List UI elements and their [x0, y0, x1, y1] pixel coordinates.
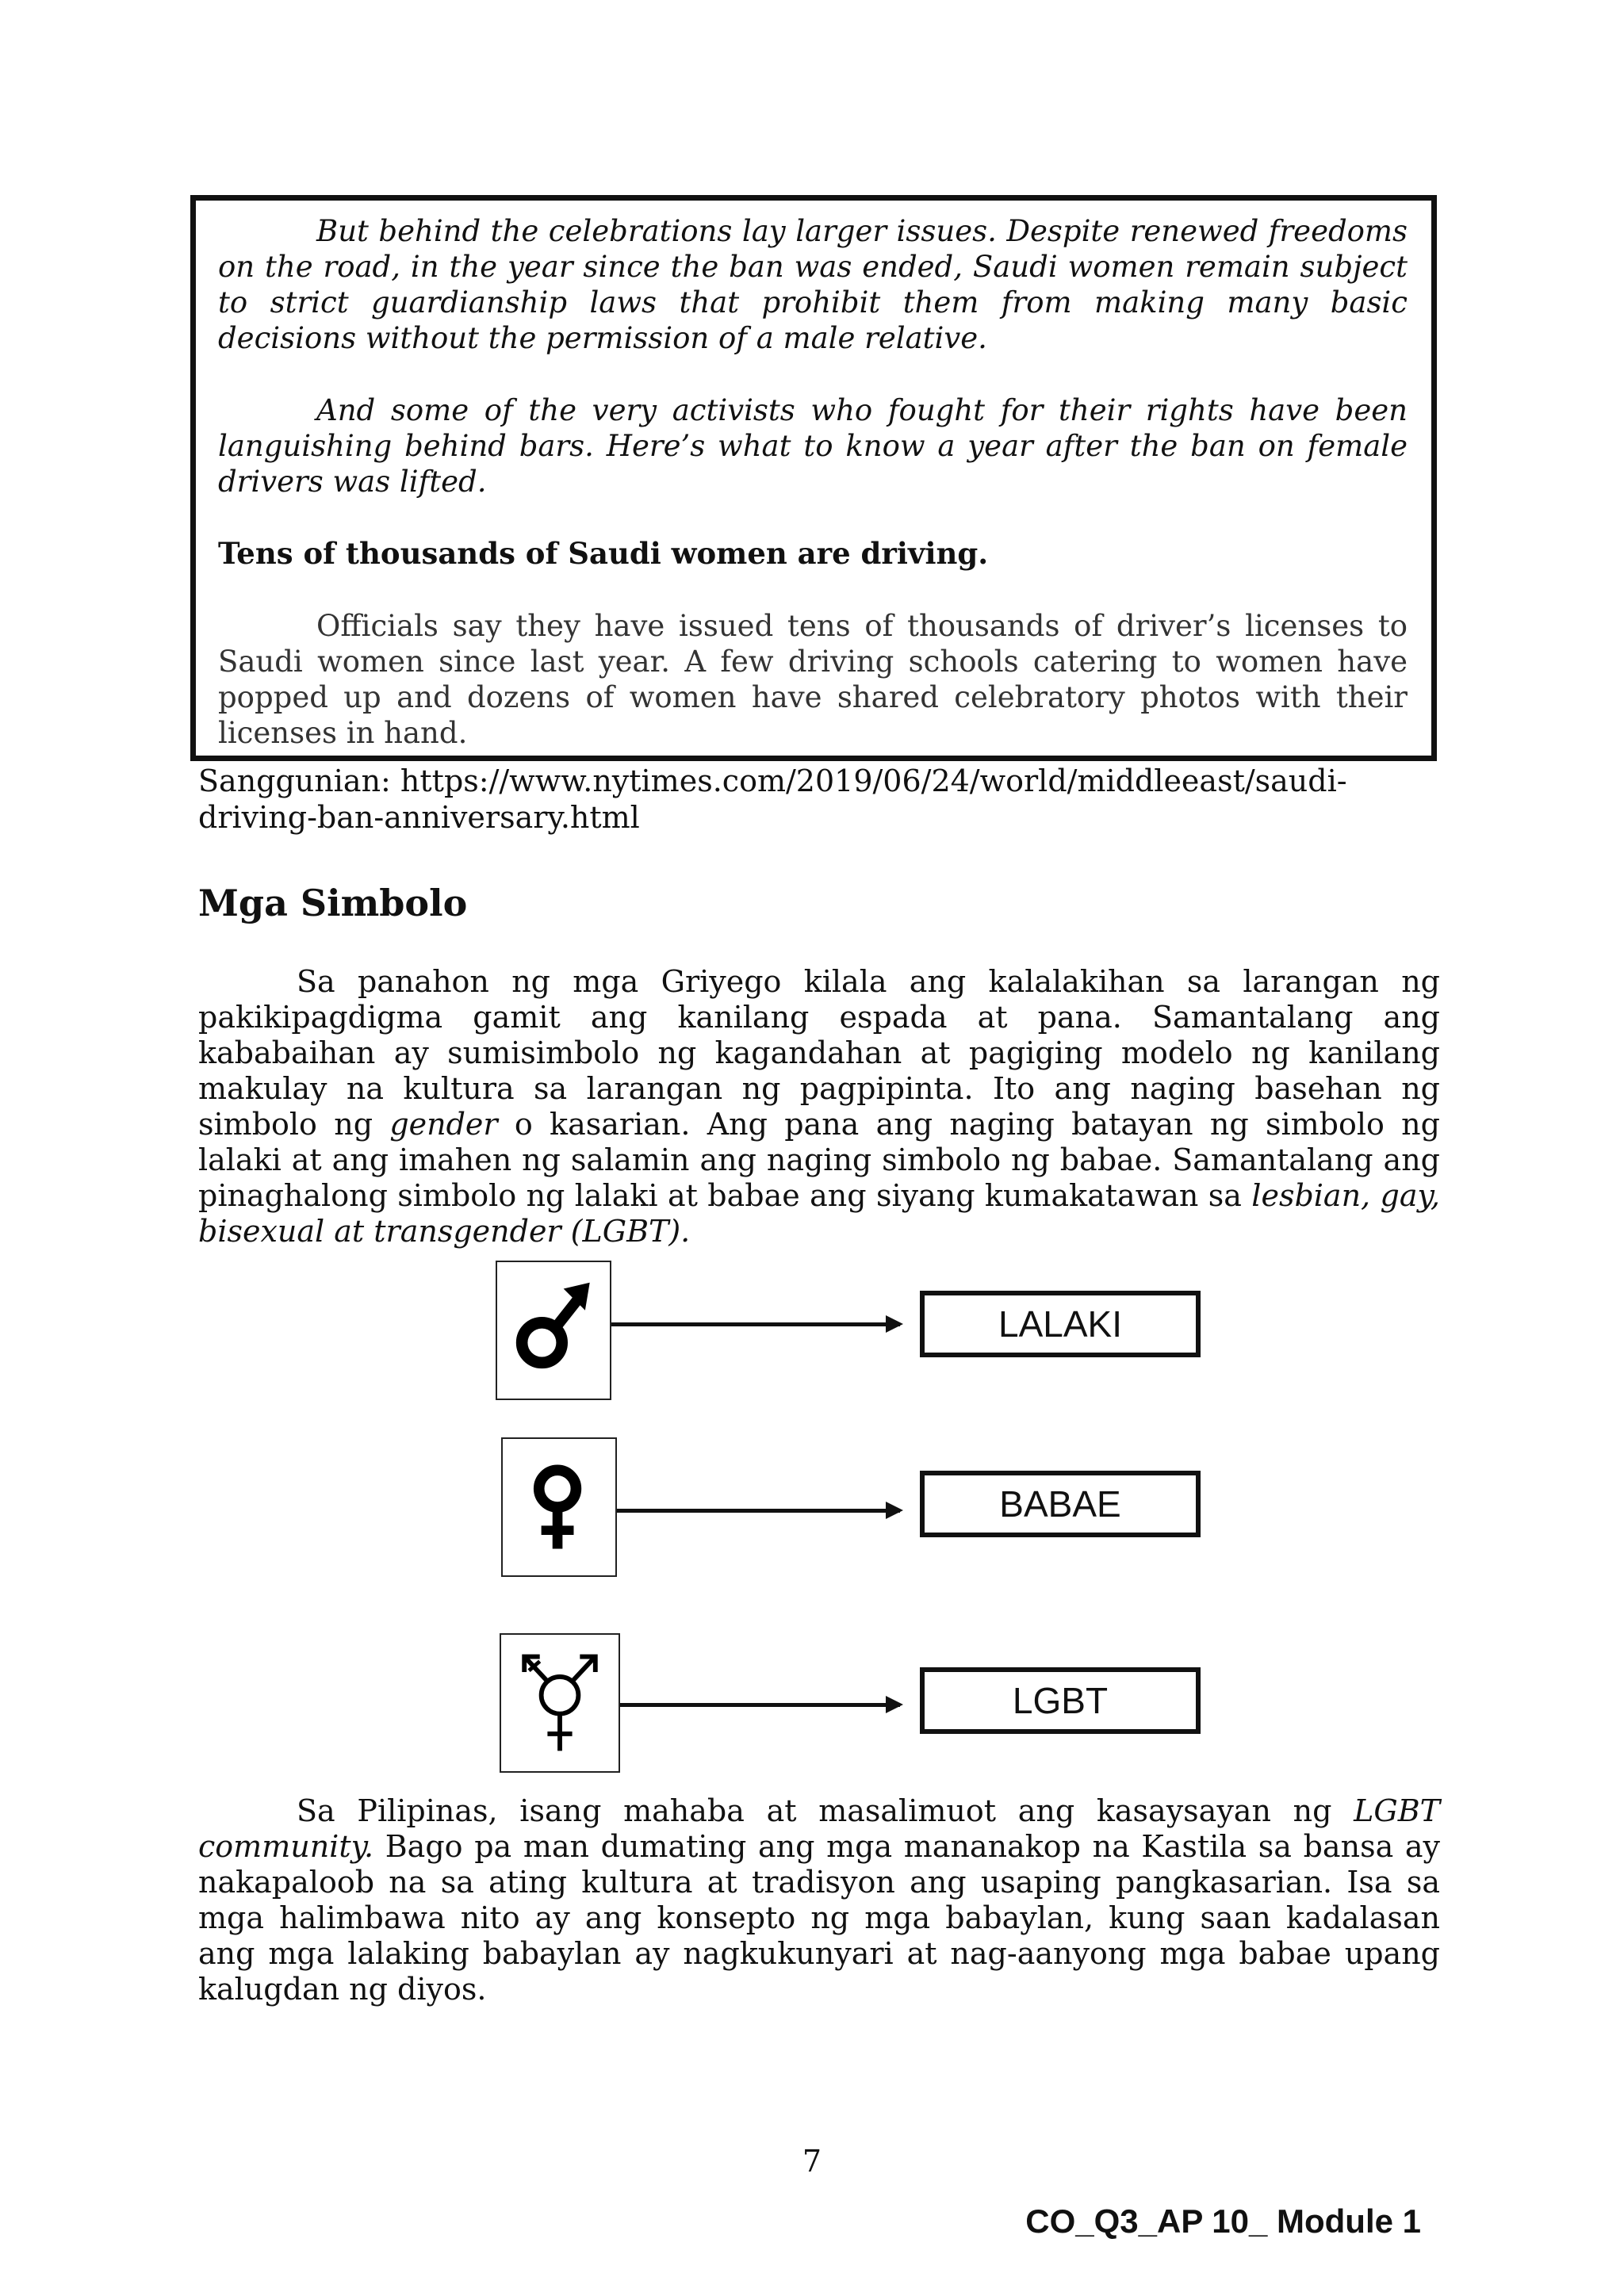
male-symbol-icon	[496, 1261, 611, 1400]
quote-box	[190, 195, 1437, 761]
body-paragraph-2-italic: LGBT community.	[198, 1793, 1440, 1864]
quote-paragraph-3: Officials say they have issued tens of thousands of driver’s licenses to Saudi women since last year. A few driving schools catering to women have popped up and dozens of women have shared celebratory photos with their licenses in hand.	[218, 609, 1408, 750]
section-heading: Mga Simbolo	[198, 882, 468, 924]
quote-subheading: Tens of thousands of Saudi women are driving.	[218, 536, 989, 571]
body-paragraph-1-italic-a: gender	[389, 1107, 498, 1142]
body-paragraph-1-text-a: Sa panahon ng mga Griyego kilala ang kalalakihan sa larangan ng pakikipagdigma gamit ang kanilang espada at pana. Samantalang ang kababaihan ay sumisimbolo ng kagandahan at pagiging modelo ng kanilang makulay na kultura sa larangan ng pagpipinta. Ito ang naging basehan ng simbolo ng	[198, 964, 1440, 1142]
body-paragraph-1-text-b: o kasarian. Ang pana ang naging batayan ng simbolo ng lalaki at ang imahen ng salamin ang naging simbolo ng babae. Samantalang ang pinaghalong simbolo ng lalaki at babae ang siyang kumakatawan sa	[198, 1107, 1440, 1213]
quote-paragraph-2: And some of the very activists who fought for their rights have been languishing behind bars. Here’s what to know a year after the ban on female drivers was lifted.	[218, 393, 1408, 499]
body-paragraph-1	[198, 964, 1440, 1249]
body-paragraph-2	[198, 1793, 1440, 2007]
label-lgbt: LGBT	[920, 1667, 1201, 1734]
body-paragraph-1-italic-b: lesbian, gay, bisexual at transgender (LGBT).	[198, 1178, 1440, 1249]
label-female: BABAE	[920, 1471, 1201, 1537]
transgender-symbol-icon	[500, 1633, 620, 1773]
label-male: LALAKI	[920, 1291, 1201, 1357]
module-code: CO_Q3_AP 10_ Module 1	[1025, 2202, 1421, 2240]
body-paragraph-2-text-b: Bago pa man dumating ang mga mananakop na Kastila sa bansa ay nakapaloob na sa ating kultura at tradisyon ang usaping pangkasarian. Isa sa mga halimbawa nito ay ang konsepto ng mga babaylan, kung saan kadalasan ang mga lalaking babaylan ay nagkukunyari at nag-aanyong mga babae upang kalugdan ng diyos.	[198, 1829, 1440, 2007]
page-number: 7	[802, 2144, 822, 2179]
arrow-female	[617, 1509, 900, 1513]
quote-paragraph-1: But behind the celebrations lay larger issues. Despite renewed freedoms on the road, in the year since the ban was ended, Saudi women remain subject to strict guardianship laws that prohibit them from making many basic decisions without the permission of a male relative.	[218, 214, 1408, 355]
female-symbol-icon	[501, 1437, 617, 1577]
source-citation: Sanggunian: https://www.nytimes.com/2019/06/24/world/middleeast/saudi-driving-ban-anniversary.html	[198, 763, 1347, 835]
arrow-male	[611, 1322, 900, 1326]
body-paragraph-2-text-a: Sa Pilipinas, isang mahaba at masalimuot ang kasaysayan ng	[297, 1793, 1354, 1828]
arrow-lgbt	[620, 1703, 900, 1707]
